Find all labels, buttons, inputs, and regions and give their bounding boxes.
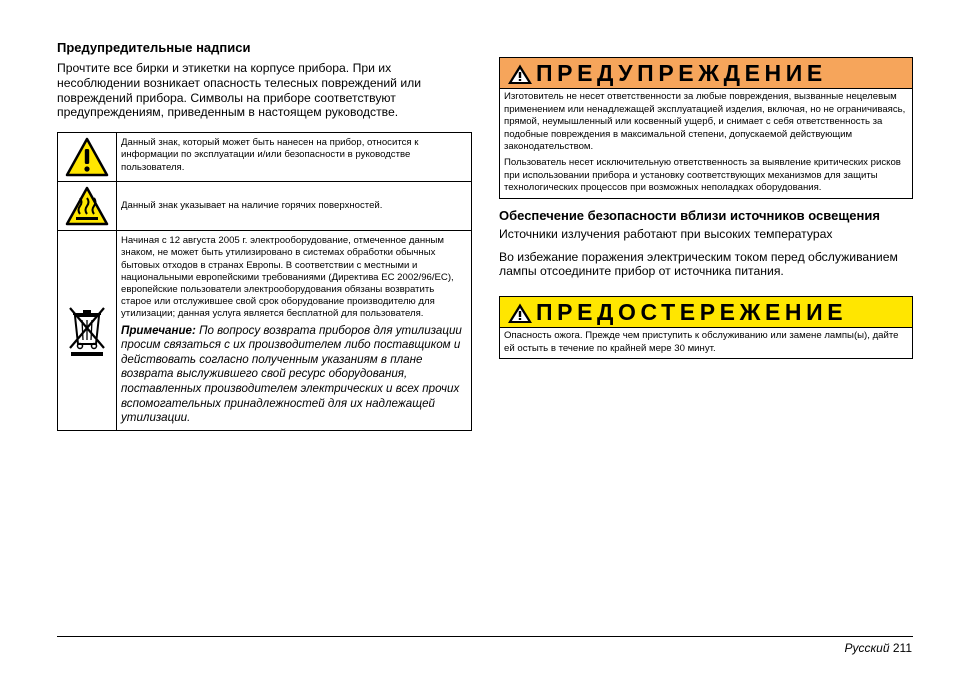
table-row xyxy=(58,231,472,431)
caution-triangle-icon xyxy=(507,302,533,329)
section-heading-warning-labels: Предупредительные надписи xyxy=(57,40,251,55)
right-column xyxy=(499,57,913,359)
table-row xyxy=(58,133,472,182)
intro-paragraph: Прочтите все бирки и этикетки на корпусе прибора. При их несоблюдении возникает опасность телесных повреждений или повреждений прибора. Символы на приборе соответствуют предупреждениям, приведенным в настоящем руководстве. xyxy=(57,61,422,120)
disposal-note xyxy=(121,324,466,426)
caution-body xyxy=(499,328,913,359)
left-column xyxy=(57,40,472,431)
hot-surface-icon xyxy=(58,182,116,230)
symbol-description: Данный знак, который может быть нанесен на прибор, относится к информации по эксплуатации и/или безопасности в руководстве пользователя. xyxy=(117,133,472,182)
page-footer xyxy=(844,641,912,655)
light-sources-paragraph-1: Источники излучения работают при высоких температурах xyxy=(499,226,833,241)
warning-header xyxy=(499,57,913,89)
caution-title: ПРЕДОСТЕРЕЖЕНИЕ xyxy=(536,299,848,326)
note-label: Примечание: xyxy=(121,323,196,337)
caution-header xyxy=(499,296,913,328)
warning-triangle-icon xyxy=(507,63,533,90)
weee-disposal-text: Начиная с 12 августа 2005 г. электрооборудование, отмеченное данным знаком, не может быть утилизировано в системах обработки обычных бытовых отходов в странах Европы. В соответствии с местными и национальными европейскими требованиями (Директива ЕС 2002/96/EC), европейские пользователи электрооборудования обязаны возвратить старое или отслужившее свой срок оборудование производителю для утилизации; данная услуга является бесплатной для пользователя. xyxy=(121,235,454,320)
warning-paragraph: Изготовитель не несет ответственности за любые повреждения, вызванные нецелевым применением или ненадлежащей эксплуатацией изделия, включая, но не ограничиваясь, прямой, неумышленный или косвенный ущерб, и снимает с себя ответственность за подобные повреждения в максимальной степени, допускаемой действующим законодательством. xyxy=(504,91,906,153)
warning-title: ПРЕДУПРЕЖДЕНИЕ xyxy=(536,60,827,86)
crossed-bin-icon xyxy=(58,302,116,358)
symbols-table xyxy=(57,132,472,431)
table-row xyxy=(58,182,472,231)
note-text: По вопросу возврата приборов для утилизации просим связаться с их производителем либо поставщиком и действовать согласно полученным указаниям в плане возврата выслужившего свой ресурс оборудования, поставленных производителем электрических и всех прочих вспомогательных принадлежностей для их надлежащей утилизации. xyxy=(121,323,462,425)
light-sources-paragraph-2: Во избежание поражения электрическим током перед обслуживанием лампы отсоедините прибор от источника питания. xyxy=(499,249,898,279)
symbol-description: Данный знак указывает на наличие горячих поверхностей. xyxy=(117,182,472,231)
section-heading-light-sources: Обеспечение безопасности вблизи источников освещения xyxy=(499,207,880,223)
warning-paragraph: Пользователь несет исключительную ответственность за выявление критических рисков при использовании прибора и установку соответствующих механизмов для защиты технологических процессов при возможных неполадках оборудования. xyxy=(504,156,901,194)
footer-divider xyxy=(57,636,913,637)
page-number: 211 xyxy=(892,641,912,655)
footer-language: Русский xyxy=(844,641,890,655)
caution-paragraph: Опасность ожога. Прежде чем приступить к обслуживанию или замене лампы(ы), дайте ей остыть в течение по крайней мере 30 минут. xyxy=(504,330,899,354)
warning-triangle-icon xyxy=(58,133,116,181)
warning-body xyxy=(499,89,913,199)
